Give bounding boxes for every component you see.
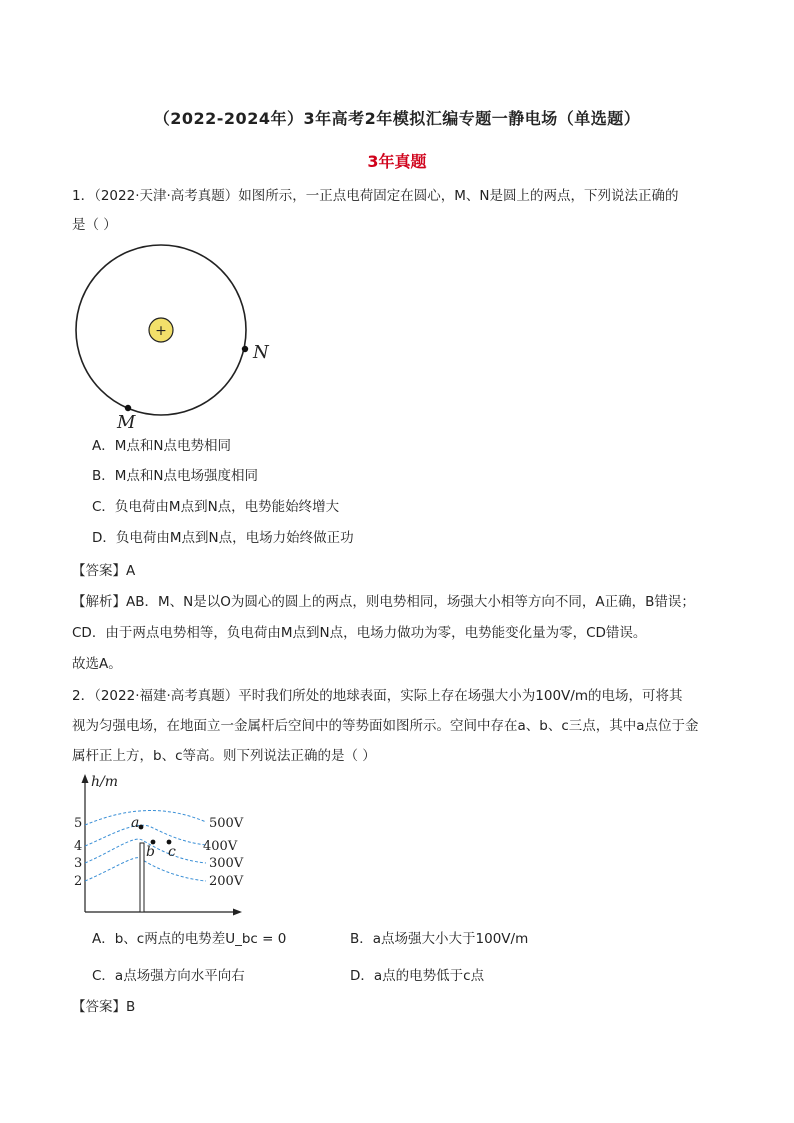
q2-stem-line-2: 视为匀强电场，在地面立一金属杆后空间中的等势面如图所示。空间中存在a、b、c三点，其中a点位于金: [72, 718, 699, 734]
label-200v: 200V: [209, 874, 244, 889]
point-m: [125, 405, 131, 411]
point-n: [242, 346, 248, 352]
q1-analysis-line-3: 故选A。: [72, 656, 122, 672]
x-axis-arrow: [233, 909, 242, 916]
q1-option-d: D．负电荷由M点到N点，电场力始终做正功: [92, 530, 354, 546]
q2-stem-line-3: 属杆正上方，b、c等高。则下列说法正确的是（ ）: [72, 748, 376, 764]
label-a: a: [131, 815, 140, 831]
q2-equipotential-figure: [66, 770, 266, 920]
equipotential-400v: [85, 825, 206, 846]
q2-option-c: C．a点场强方向水平向右: [92, 968, 245, 984]
equipotential-500v: [85, 810, 206, 825]
q1-analysis-line-2: CD．由于两点电势相等，负电荷由M点到N点，电场力做功为零，电势能变化量为零，CD错误。: [72, 625, 647, 641]
section-heading: 3年真题: [367, 152, 427, 171]
label-500v: 500V: [209, 816, 244, 831]
label-300v: 300V: [209, 856, 244, 871]
q1-option-b: B．M点和N点电场强度相同: [92, 468, 259, 484]
q1-stem-line-1: 1．（2022·天津·高考真题）如图所示，一正点电荷固定在圆心，M、N是圆上的两点，下列说法正确的: [72, 188, 679, 204]
q1-circle-figure: [60, 232, 290, 432]
y-tick-3: 3: [74, 856, 83, 871]
document-title: （2022-2024年）3年高考2年模拟汇编专题一静电场（单选题）: [153, 109, 641, 128]
y-tick-5: 5: [74, 816, 83, 831]
equipotential-200v: [85, 858, 206, 881]
label-b: b: [146, 844, 155, 860]
y-tick-4: 4: [74, 839, 83, 854]
q1-stem-line-2: 是（ ）: [72, 217, 117, 233]
q2-option-b: B．a点场强大小大于100V/m: [350, 931, 529, 947]
label-400v: 400V: [203, 839, 238, 854]
q1-answer: 【答案】A: [72, 563, 136, 579]
q1-option-a: A．M点和N点电势相同: [92, 438, 231, 454]
label-n: N: [253, 342, 269, 363]
q1-analysis-line-1: 【解析】AB．M、N是以O为圆心的圆上的两点，则电势相同，场强大小相等方向不同，A正确，B错误；: [72, 594, 695, 610]
y-axis-arrow: [82, 774, 89, 783]
q2-option-d: D．a点的电势低于c点: [350, 968, 485, 984]
label-m: M: [117, 412, 136, 432]
charge-sign: +: [155, 323, 167, 339]
y-tick-2: 2: [74, 874, 83, 889]
q2-stem-line-1: 2．（2022·福建·高考真题）平时我们所处的地球表面，实际上存在场强大小为100V/m的电场，可将其: [72, 688, 683, 704]
q2-answer: 【答案】B: [72, 999, 136, 1015]
metal-rod: [140, 843, 144, 912]
q2-option-a: A．b、c两点的电势差U_bc = 0: [92, 931, 287, 947]
label-c: c: [168, 844, 176, 860]
q1-option-c: C．负电荷由M点到N点，电势能始终增大: [92, 499, 340, 515]
y-axis-label: h/m: [91, 774, 119, 790]
